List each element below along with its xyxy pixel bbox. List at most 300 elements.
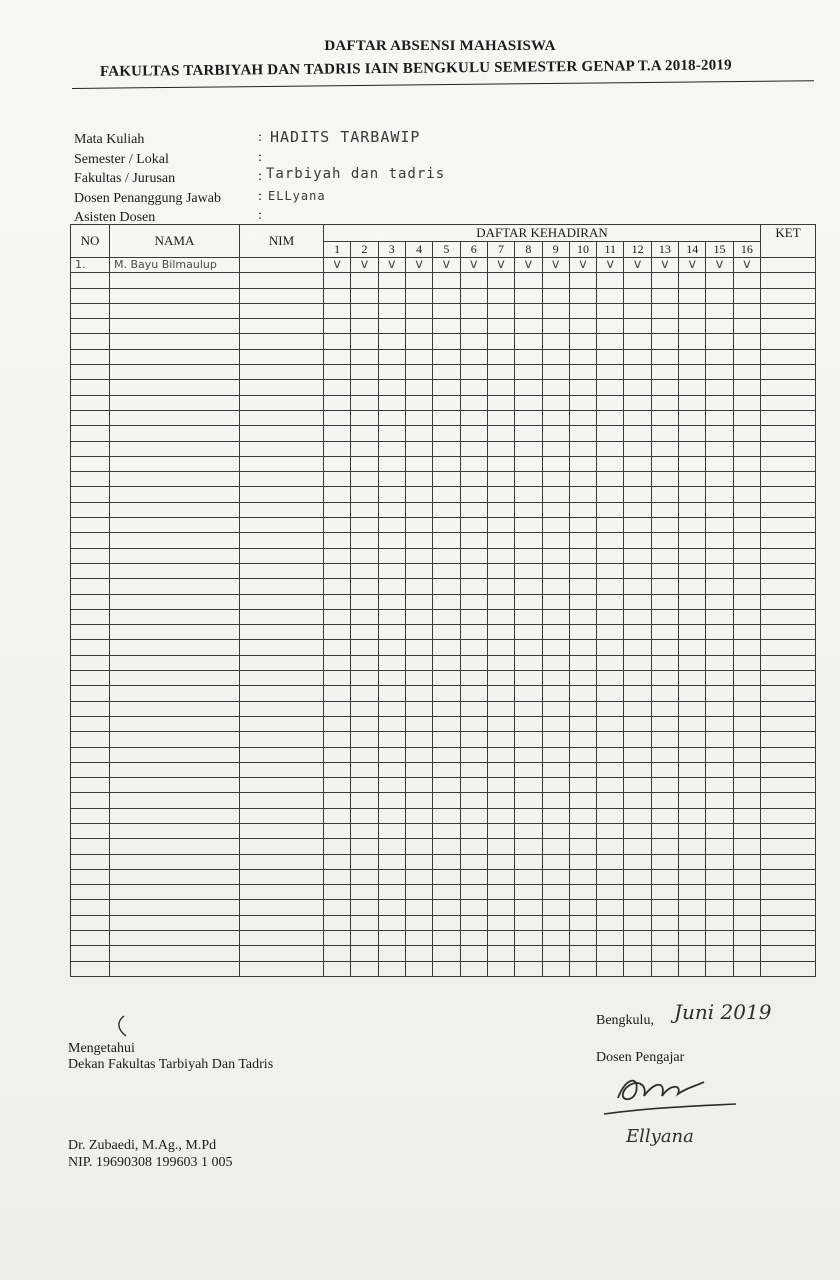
attendance-mark xyxy=(324,472,351,487)
attendance-mark xyxy=(624,823,651,838)
mata-kuliah-value: HADITS TARBAWIP xyxy=(270,128,421,146)
attendance-mark xyxy=(487,640,514,655)
attendance-mark xyxy=(569,931,596,946)
attendance-mark xyxy=(405,502,432,517)
attendance-mark xyxy=(706,518,733,533)
attendance-mark xyxy=(324,456,351,471)
attendance-mark xyxy=(706,716,733,731)
attendance-mark xyxy=(542,487,569,502)
attendance-mark xyxy=(515,365,542,380)
attendance-mark xyxy=(706,319,733,334)
attendance-mark xyxy=(378,441,405,456)
attendance-mark xyxy=(515,502,542,517)
row-no xyxy=(71,334,110,349)
attendance-mark xyxy=(651,349,678,364)
attendance-mark xyxy=(405,885,432,900)
attendance-mark xyxy=(679,931,706,946)
attendance-mark xyxy=(733,288,760,303)
attendance-mark xyxy=(569,732,596,747)
attendance-mark: v xyxy=(679,258,706,273)
attendance-mark xyxy=(679,563,706,578)
attendance-mark xyxy=(597,839,624,854)
attendance-mark xyxy=(487,472,514,487)
row-nama xyxy=(110,288,240,303)
attendance-mark xyxy=(487,395,514,410)
attendance-mark xyxy=(405,961,432,976)
table-row xyxy=(71,686,816,701)
row-no xyxy=(71,869,110,884)
attendance-mark xyxy=(679,839,706,854)
row-nama xyxy=(110,380,240,395)
attendance-mark xyxy=(460,946,487,961)
attendance-mark xyxy=(515,579,542,594)
attendance-mark xyxy=(324,487,351,502)
attendance-mark xyxy=(405,716,432,731)
row-ket xyxy=(761,426,816,441)
attendance-mark xyxy=(515,533,542,548)
attendance-mark xyxy=(405,640,432,655)
attendance-mark xyxy=(597,319,624,334)
attendance-mark xyxy=(324,533,351,548)
attendance-mark xyxy=(433,472,460,487)
attendance-mark xyxy=(460,885,487,900)
attendance-mark xyxy=(542,594,569,609)
attendance-mark xyxy=(487,732,514,747)
row-ket xyxy=(761,303,816,318)
attendance-mark xyxy=(651,319,678,334)
meeting-number: 11 xyxy=(597,242,624,258)
attendance-mark xyxy=(679,334,706,349)
attendance-mark xyxy=(487,502,514,517)
attendance-mark xyxy=(515,334,542,349)
row-nim xyxy=(240,839,324,854)
attendance-mark xyxy=(515,869,542,884)
attendance-mark xyxy=(378,732,405,747)
attendance-mark xyxy=(542,319,569,334)
row-nim xyxy=(240,487,324,502)
row-ket xyxy=(761,778,816,793)
attendance-mark xyxy=(460,548,487,563)
attendance-mark xyxy=(733,334,760,349)
attendance-mark xyxy=(542,747,569,762)
attendance-mark xyxy=(651,365,678,380)
attendance-mark xyxy=(679,456,706,471)
attendance-mark xyxy=(405,518,432,533)
attendance-mark xyxy=(351,946,378,961)
attendance-mark xyxy=(597,732,624,747)
row-ket xyxy=(761,762,816,777)
attendance-mark xyxy=(706,701,733,716)
attendance-mark xyxy=(569,319,596,334)
attendance-mark xyxy=(679,594,706,609)
attendance-mark xyxy=(542,655,569,670)
attendance-mark xyxy=(324,349,351,364)
attendance-mark xyxy=(597,640,624,655)
attendance-mark xyxy=(405,609,432,624)
attendance-mark xyxy=(679,716,706,731)
attendance-mark xyxy=(651,900,678,915)
col-no-header: NO xyxy=(71,225,110,258)
attendance-mark xyxy=(460,334,487,349)
attendance-mark xyxy=(706,502,733,517)
attendance-mark xyxy=(433,609,460,624)
attendance-mark xyxy=(597,487,624,502)
attendance-mark xyxy=(378,869,405,884)
attendance-mark xyxy=(706,931,733,946)
attendance-mark xyxy=(460,533,487,548)
row-no xyxy=(71,548,110,563)
asisten-label: Asisten Dosen xyxy=(74,210,156,225)
row-no xyxy=(71,625,110,640)
attendance-mark xyxy=(378,395,405,410)
attendance-mark xyxy=(706,762,733,777)
attendance-mark xyxy=(515,640,542,655)
meeting-number: 1 xyxy=(324,242,351,258)
attendance-mark xyxy=(460,349,487,364)
attendance-mark xyxy=(433,502,460,517)
attendance-mark xyxy=(351,609,378,624)
table-row xyxy=(71,625,816,640)
row-nim xyxy=(240,288,324,303)
row-no xyxy=(71,288,110,303)
row-nim xyxy=(240,426,324,441)
meeting-number: 4 xyxy=(405,242,432,258)
attendance-mark xyxy=(542,502,569,517)
attendance-mark xyxy=(460,487,487,502)
attendance-mark xyxy=(460,778,487,793)
attendance-mark xyxy=(378,426,405,441)
table-row xyxy=(71,456,816,471)
attendance-mark xyxy=(706,487,733,502)
attendance-mark xyxy=(378,839,405,854)
attendance-mark xyxy=(597,686,624,701)
attendance-mark xyxy=(487,365,514,380)
attendance-mark xyxy=(733,365,760,380)
attendance-mark xyxy=(460,625,487,640)
table-row xyxy=(71,854,816,869)
attendance-mark xyxy=(542,395,569,410)
attendance-mark xyxy=(460,716,487,731)
attendance-mark xyxy=(433,869,460,884)
row-nama xyxy=(110,671,240,686)
attendance-mark xyxy=(351,778,378,793)
row-no xyxy=(71,686,110,701)
attendance-mark xyxy=(569,655,596,670)
attendance-mark xyxy=(679,701,706,716)
attendance-mark xyxy=(460,303,487,318)
attendance-mark xyxy=(624,273,651,288)
row-nama xyxy=(110,487,240,502)
attendance-mark xyxy=(706,900,733,915)
attendance-mark xyxy=(651,487,678,502)
attendance-mark xyxy=(569,563,596,578)
row-nama xyxy=(110,426,240,441)
attendance-mark xyxy=(515,472,542,487)
attendance-mark xyxy=(651,579,678,594)
row-nim xyxy=(240,762,324,777)
attendance-mark xyxy=(487,319,514,334)
row-nama xyxy=(110,548,240,563)
row-no xyxy=(71,823,110,838)
attendance-mark xyxy=(433,365,460,380)
row-nama xyxy=(110,869,240,884)
attendance-mark xyxy=(487,655,514,670)
handwritten-date: Juni 2019 xyxy=(674,1000,772,1024)
attendance-mark xyxy=(651,502,678,517)
attendance-mark xyxy=(487,885,514,900)
attendance-mark xyxy=(733,808,760,823)
attendance-mark xyxy=(679,869,706,884)
attendance-mark xyxy=(515,793,542,808)
attendance-mark xyxy=(378,563,405,578)
attendance-mark xyxy=(542,885,569,900)
row-ket xyxy=(761,410,816,425)
attendance-mark xyxy=(405,594,432,609)
attendance-mark xyxy=(679,671,706,686)
row-nim xyxy=(240,885,324,900)
attendance-mark xyxy=(651,426,678,441)
attendance-mark xyxy=(733,502,760,517)
attendance-mark xyxy=(706,961,733,976)
attendance-mark xyxy=(433,518,460,533)
attendance-mark xyxy=(487,686,514,701)
attendance-mark: v xyxy=(487,258,514,273)
row-no xyxy=(71,365,110,380)
attendance-mark xyxy=(733,609,760,624)
row-nama xyxy=(110,609,240,624)
row-nama xyxy=(110,931,240,946)
attendance-mark xyxy=(569,915,596,930)
attendance-mark xyxy=(651,931,678,946)
attendance-mark xyxy=(460,839,487,854)
attendance-mark xyxy=(733,732,760,747)
attendance-mark xyxy=(597,762,624,777)
attendance-mark xyxy=(351,395,378,410)
attendance-mark xyxy=(405,793,432,808)
row-nama xyxy=(110,518,240,533)
attendance-mark xyxy=(706,533,733,548)
row-no xyxy=(71,793,110,808)
attendance-mark xyxy=(624,288,651,303)
attendance-mark xyxy=(569,579,596,594)
attendance-mark xyxy=(378,885,405,900)
attendance-mark xyxy=(351,487,378,502)
attendance-mark xyxy=(378,900,405,915)
meeting-number: 2 xyxy=(351,242,378,258)
attendance-mark xyxy=(542,961,569,976)
meeting-number: 16 xyxy=(733,242,760,258)
row-nama xyxy=(110,273,240,288)
attendance-mark xyxy=(378,334,405,349)
attendance-mark xyxy=(378,319,405,334)
attendance-mark xyxy=(679,609,706,624)
row-no xyxy=(71,885,110,900)
attendance-mark xyxy=(597,625,624,640)
attendance-mark xyxy=(405,686,432,701)
attendance-mark xyxy=(542,288,569,303)
row-nama xyxy=(110,778,240,793)
attendance-mark xyxy=(542,793,569,808)
attendance-mark xyxy=(569,671,596,686)
attendance-mark xyxy=(378,533,405,548)
attendance-mark xyxy=(706,441,733,456)
attendance-mark xyxy=(651,625,678,640)
attendance-mark xyxy=(733,303,760,318)
attendance-mark xyxy=(351,273,378,288)
attendance-mark xyxy=(351,808,378,823)
row-nama xyxy=(110,395,240,410)
attendance-mark xyxy=(679,365,706,380)
attendance-mark xyxy=(324,701,351,716)
attendance-mark xyxy=(542,854,569,869)
attendance-mark xyxy=(405,487,432,502)
attendance-mark xyxy=(569,456,596,471)
attendance-mark xyxy=(324,334,351,349)
attendance-mark xyxy=(569,869,596,884)
attendance-mark xyxy=(324,319,351,334)
attendance-mark xyxy=(569,502,596,517)
attendance-mark xyxy=(351,410,378,425)
attendance-mark xyxy=(651,395,678,410)
table-row xyxy=(71,701,816,716)
attendance-mark xyxy=(460,594,487,609)
attendance-mark xyxy=(679,808,706,823)
attendance-mark xyxy=(324,365,351,380)
attendance-mark xyxy=(515,319,542,334)
row-nim xyxy=(240,365,324,380)
attendance-mark: v xyxy=(433,258,460,273)
attendance-mark xyxy=(651,839,678,854)
attendance-mark xyxy=(433,823,460,838)
attendance-mark xyxy=(569,823,596,838)
attendance-mark xyxy=(515,885,542,900)
attendance-mark xyxy=(324,640,351,655)
attendance-mark xyxy=(460,563,487,578)
attendance-mark xyxy=(487,869,514,884)
attendance-mark xyxy=(351,441,378,456)
attendance-mark xyxy=(324,548,351,563)
attendance-mark xyxy=(733,563,760,578)
table-row xyxy=(71,655,816,670)
table-row xyxy=(71,395,816,410)
row-nim xyxy=(240,778,324,793)
table-row xyxy=(71,533,816,548)
meeting-number: 6 xyxy=(460,242,487,258)
attendance-mark xyxy=(542,686,569,701)
attendance-mark xyxy=(733,686,760,701)
attendance-mark xyxy=(405,747,432,762)
row-nama xyxy=(110,762,240,777)
table-row xyxy=(71,762,816,777)
col-nama-header: NAMA xyxy=(110,225,240,258)
attendance-mark xyxy=(460,518,487,533)
attendance-mark xyxy=(651,793,678,808)
attendance-mark xyxy=(542,563,569,578)
attendance-mark xyxy=(351,839,378,854)
table-row xyxy=(71,885,816,900)
attendance-mark xyxy=(460,640,487,655)
attendance-mark xyxy=(569,625,596,640)
attendance-mark xyxy=(624,701,651,716)
attendance-mark xyxy=(433,655,460,670)
row-no xyxy=(71,961,110,976)
attendance-mark xyxy=(460,671,487,686)
attendance-mark xyxy=(351,365,378,380)
attendance-mark xyxy=(351,563,378,578)
row-nama xyxy=(110,686,240,701)
attendance-mark xyxy=(351,303,378,318)
attendance-mark xyxy=(460,609,487,624)
attendance-mark xyxy=(487,839,514,854)
attendance-mark xyxy=(679,915,706,930)
table-row xyxy=(71,594,816,609)
row-no xyxy=(71,579,110,594)
attendance-mark xyxy=(433,808,460,823)
attendance-mark xyxy=(433,563,460,578)
attendance-mark xyxy=(351,426,378,441)
attendance-mark xyxy=(706,426,733,441)
attendance-mark xyxy=(542,365,569,380)
attendance-mark xyxy=(487,579,514,594)
attendance-mark xyxy=(487,426,514,441)
attendance-mark xyxy=(515,732,542,747)
attendance-mark xyxy=(324,808,351,823)
attendance-mark xyxy=(405,839,432,854)
attendance-mark xyxy=(706,288,733,303)
attendance-mark xyxy=(487,854,514,869)
row-nama xyxy=(110,472,240,487)
attendance-mark xyxy=(324,931,351,946)
attendance-mark xyxy=(624,487,651,502)
attendance-mark xyxy=(706,671,733,686)
attendance-mark xyxy=(378,762,405,777)
attendance-mark xyxy=(733,671,760,686)
attendance-mark xyxy=(597,671,624,686)
attendance-mark xyxy=(624,502,651,517)
attendance-mark xyxy=(597,747,624,762)
row-ket xyxy=(761,915,816,930)
table-row xyxy=(71,671,816,686)
attendance-mark xyxy=(433,319,460,334)
table-row xyxy=(71,839,816,854)
attendance-mark xyxy=(324,579,351,594)
attendance-mark xyxy=(351,625,378,640)
attendance-mark xyxy=(378,747,405,762)
attendance-mark xyxy=(569,518,596,533)
attendance-mark xyxy=(624,533,651,548)
attendance-mark xyxy=(651,732,678,747)
row-nim xyxy=(240,900,324,915)
attendance-mark xyxy=(651,762,678,777)
attendance-mark xyxy=(378,380,405,395)
row-nim xyxy=(240,380,324,395)
attendance-mark xyxy=(351,671,378,686)
attendance-mark xyxy=(515,410,542,425)
attendance-mark: v xyxy=(597,258,624,273)
attendance-mark xyxy=(405,931,432,946)
attendance-mark xyxy=(433,410,460,425)
attendance-mark xyxy=(569,716,596,731)
attendance-mark xyxy=(624,609,651,624)
attendance-mark xyxy=(706,778,733,793)
row-nama xyxy=(110,456,240,471)
row-nim xyxy=(240,854,324,869)
row-nim xyxy=(240,823,324,838)
attendance-mark xyxy=(542,869,569,884)
attendance-mark xyxy=(569,441,596,456)
attendance-mark xyxy=(569,839,596,854)
attendance-mark xyxy=(515,426,542,441)
